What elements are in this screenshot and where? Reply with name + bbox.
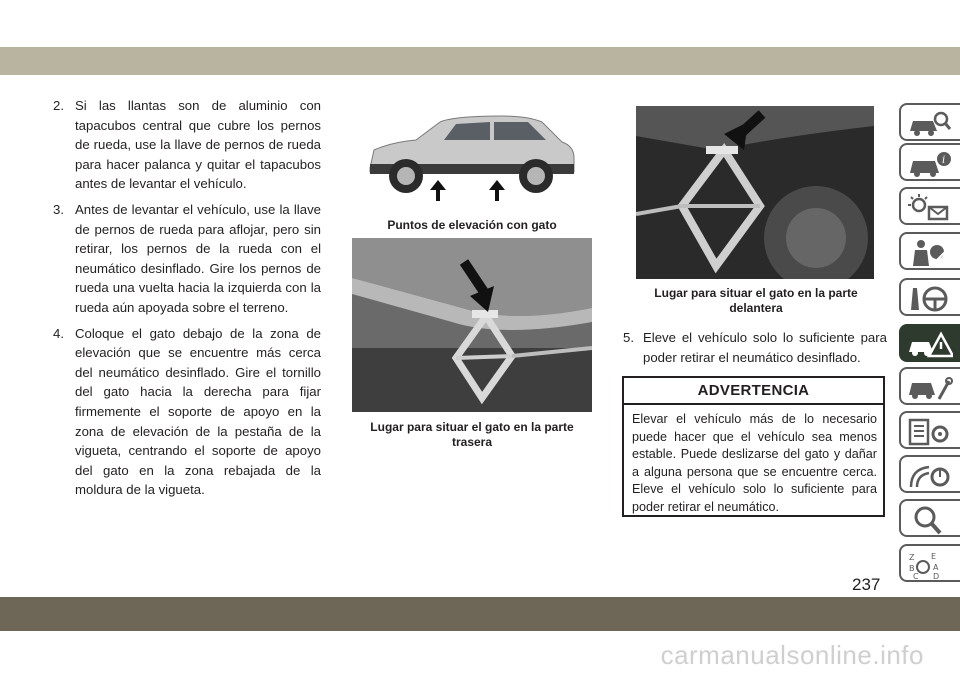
rear-photo-caption: Lugar para situar el gato en la parte trasera — [370, 420, 574, 449]
car-figure-caption: Puntos de elevación con gato — [387, 218, 557, 232]
steering-wheel-icon — [907, 284, 953, 314]
car-search-icon — [907, 109, 953, 139]
step-number: 5. — [623, 330, 634, 345]
warning-body: Elevar el vehículo más de lo necesario puede hacer que el vehículo sea menos estable. Puede deslizarse del gato y dañar a alguna persona que se encuentre cerca. Eleve el vehículo solo lo suficiente para poder retirar el neumático. — [632, 412, 877, 514]
top-header-bar — [0, 47, 960, 75]
tab-multimedia[interactable] — [899, 455, 960, 493]
dashboard-lights-icon — [907, 193, 953, 223]
tab-dashboard-lights[interactable] — [899, 187, 960, 225]
multimedia-icon — [907, 461, 953, 491]
warning-divider — [624, 403, 883, 405]
step-text: Si las llantas son de aluminio con tapacubos central que cubre los pernos de rueda, use la llave de pernos de rueda para hacer palanca y quitar el tapacubos antes de levantar el vehículo. — [75, 98, 321, 192]
tab-steering-wheel[interactable] — [899, 278, 960, 316]
svg-text:D: D — [933, 572, 940, 580]
step-2 — [53, 96, 321, 194]
tab-alphabet-index[interactable] — [899, 544, 960, 582]
alphabet-index-icon — [907, 550, 953, 580]
step-text: Coloque el gato debajo de la zona de elevación que se encuentre más cerca del neumático desinflado. Gire el tornillo del gato hacia la derecha para fijar firmemente el soporte de apoyo en la zona de elevación de la pestaña de la vigueta, centrando el soporte de apoyo del gato en la zona rebajada de la moldura de la vigueta. — [75, 325, 321, 498]
warning-title: ADVERTENCIA — [697, 382, 810, 399]
tab-car-search[interactable] — [899, 103, 960, 141]
roadside-warning-icon — [907, 330, 953, 360]
index-search-icon — [907, 505, 953, 535]
front-jack-photo — [636, 106, 874, 279]
step-text: Antes de levantar el vehículo, use la llave de pernos de rueda para aflojar, pero sin retirar, los pernos de la rueda con el neumático desinflado. Gire los pernos de rueda una vuelta hacia la izquierda con la rueda aún apoyada sobre el terreno. — [75, 201, 321, 315]
car-jacking-points-figure — [352, 106, 592, 210]
tab-car-info[interactable] — [899, 143, 960, 181]
watermark-text: carmanualsonline.info — [660, 640, 924, 670]
tab-roadside-warning[interactable] — [899, 324, 960, 362]
svg-text:B: B — [909, 564, 915, 573]
step-4 — [53, 324, 321, 500]
step-3 — [53, 200, 321, 318]
svg-text:E: E — [931, 552, 937, 561]
svg-text:A: A — [933, 563, 939, 572]
svg-text:i: i — [942, 155, 946, 166]
seatbelt-airbag-icon — [907, 238, 953, 268]
tab-car-maintenance[interactable] — [899, 367, 960, 405]
steps-left-column — [53, 96, 321, 506]
step-text: Eleve el vehículo solo lo suficiente para poder retirar el neumático desinflado. — [643, 330, 887, 365]
page-number: 237 — [852, 575, 881, 594]
svg-text:C: C — [913, 572, 919, 580]
car-info-icon — [907, 149, 953, 179]
tab-seatbelt-airbag[interactable] — [899, 232, 960, 270]
step-5 — [623, 328, 887, 367]
step-number: 2. — [53, 98, 64, 113]
tab-specifications[interactable] — [899, 411, 960, 449]
svg-text:Z: Z — [909, 553, 915, 562]
step-number: 3. — [53, 201, 64, 217]
warning-box — [622, 376, 885, 517]
front-photo-caption: Lugar para situar el gato en la parte delantera — [654, 286, 858, 315]
step-number: 4. — [53, 325, 64, 341]
car-maintenance-icon — [907, 373, 953, 403]
bottom-footer-bar — [0, 597, 960, 631]
specifications-gear-icon — [907, 417, 953, 447]
tab-index-search[interactable] — [899, 499, 960, 537]
rear-jack-photo — [352, 238, 592, 412]
